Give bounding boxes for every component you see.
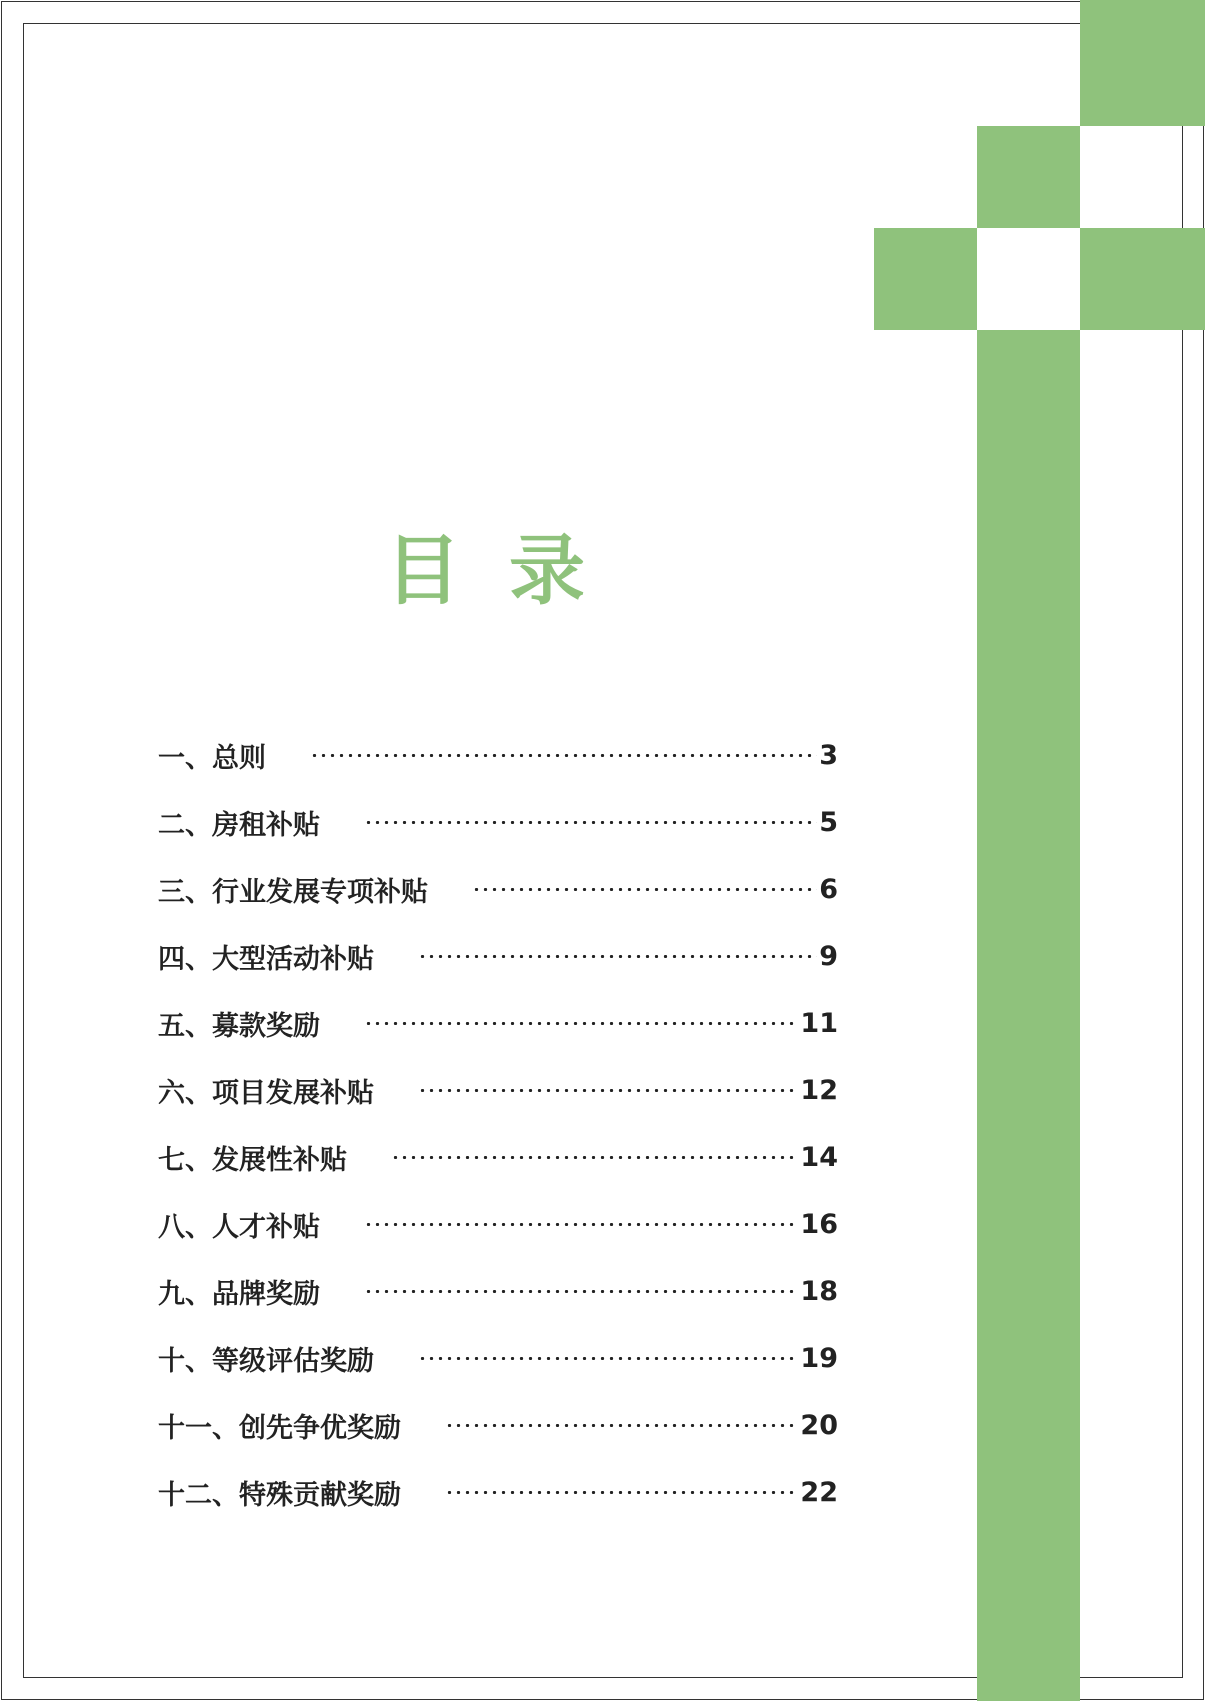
toc-entry-label: 二、房租补贴 (158, 810, 320, 841)
toc-entry-page: 9 (819, 941, 838, 972)
toc-leader-dots (310, 754, 817, 757)
toc-entry-label: 八、人才补贴 (158, 1212, 320, 1243)
toc-entry[interactable] (158, 1191, 838, 1258)
toc-entry-page: 11 (800, 1008, 838, 1039)
page-title-char-1: 目 (385, 526, 461, 615)
toc-entry-label: 十、等级评估奖励 (158, 1346, 374, 1377)
toc-leader-dots (391, 1156, 798, 1159)
toc-entry[interactable] (158, 1057, 838, 1124)
toc-entry-label: 五、募款奖励 (158, 1011, 320, 1042)
decorative-block-right (1080, 228, 1205, 330)
page-title (385, 526, 585, 615)
toc-leader-dots (418, 1089, 798, 1092)
decorative-green-column (977, 330, 1080, 1701)
toc-leader-dots (418, 955, 817, 958)
toc-entry[interactable] (158, 923, 838, 990)
decorative-block-middle (977, 126, 1080, 228)
toc-leader-dots (364, 821, 817, 824)
toc-entry-page: 22 (800, 1477, 838, 1508)
toc-entry-label: 九、品牌奖励 (158, 1279, 320, 1310)
toc-entry-page: 3 (819, 740, 838, 771)
toc-entry[interactable] (158, 1124, 838, 1191)
toc-entry-label: 十二、特殊贡献奖励 (158, 1480, 401, 1511)
toc-leader-dots (445, 1424, 798, 1427)
toc-entry[interactable] (158, 1392, 838, 1459)
toc-entry-label: 一、总则 (158, 743, 266, 774)
page-title-char-2: 录 (509, 526, 585, 615)
toc-leader-dots (364, 1022, 798, 1025)
toc-leader-dots (364, 1290, 798, 1293)
toc-entry[interactable] (158, 1258, 838, 1325)
toc-leader-dots (445, 1491, 798, 1494)
toc-entry-label: 七、发展性补贴 (158, 1145, 347, 1176)
toc-entry-label: 十一、创先争优奖励 (158, 1413, 401, 1444)
toc-entry-page: 19 (800, 1343, 838, 1374)
toc-entry-label: 六、项目发展补贴 (158, 1078, 374, 1109)
toc-entry[interactable] (158, 856, 838, 923)
decorative-block-left (874, 228, 977, 330)
toc-entry[interactable] (158, 1325, 838, 1392)
toc-entry[interactable] (158, 789, 838, 856)
toc-entry-page: 5 (819, 807, 838, 838)
decorative-block-top-right (1080, 0, 1205, 126)
toc-entry-page: 6 (819, 874, 838, 905)
table-of-contents (158, 722, 838, 1526)
toc-entry[interactable] (158, 990, 838, 1057)
toc-entry-label: 三、行业发展专项补贴 (158, 877, 428, 908)
toc-entry-label: 四、大型活动补贴 (158, 944, 374, 975)
toc-entry-page: 16 (800, 1209, 838, 1240)
toc-leader-dots (472, 888, 817, 891)
toc-leader-dots (418, 1357, 798, 1360)
toc-entry-page: 14 (800, 1142, 838, 1173)
toc-entry-page: 20 (800, 1410, 838, 1441)
toc-leader-dots (364, 1223, 798, 1226)
toc-entry-page: 18 (800, 1276, 838, 1307)
toc-entry-page: 12 (800, 1075, 838, 1106)
toc-entry[interactable] (158, 1459, 838, 1526)
toc-entry[interactable] (158, 722, 838, 789)
